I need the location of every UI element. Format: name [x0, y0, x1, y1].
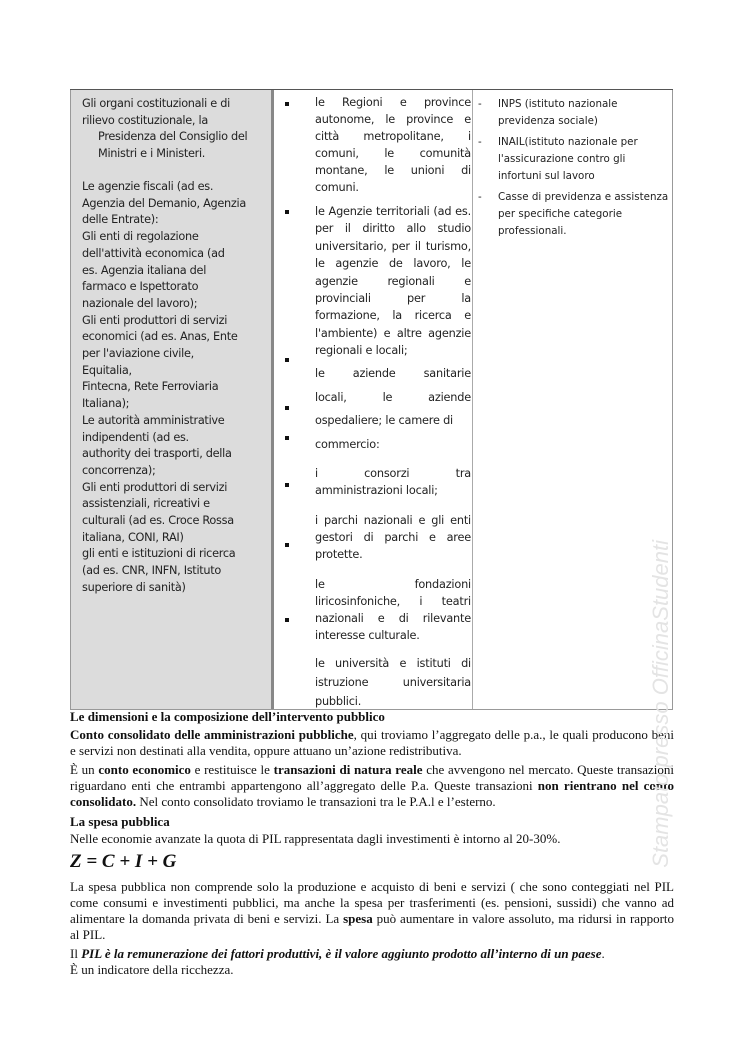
col1-line: dell'attività economica (ad: [82, 246, 225, 260]
col1-line: Gli enti produttori di servizi: [82, 480, 228, 494]
col1-line: (ad es. CNR, INFN, Istituto: [82, 564, 222, 578]
col1-line: culturali (ad es. Croce Rossa: [82, 514, 234, 528]
col2-consorzi: i consorzi tra amministrazioni locali;: [315, 467, 471, 497]
col2-agenzie: le Agenzie territoriali (ad es. per il diritto allo studio universitario, per il turismo, le agenzie de lavoro, le agenzie regionali e provinciali per la formazione, la ricerca e l'ambiente) e altre agenzie regionali e locali;: [315, 205, 471, 358]
col1-line: gli enti e istituzioni di ricerca: [82, 547, 236, 561]
col1-line: delle Entrate):: [82, 213, 159, 227]
bullet-icon: [285, 210, 289, 214]
col3-social-security-entities: [475, 96, 670, 244]
col1-line: assistenziali, ricreativi e: [82, 497, 210, 511]
col1-line: concorrenza);: [82, 463, 156, 477]
col1-line: Le agenzie fiscali (ad es.: [82, 180, 214, 193]
col1-line: Italiana);: [82, 397, 130, 411]
list-item: - INPS (istituto nazionale previdenza sociale): [478, 98, 618, 127]
col1-line: farmaco e Ispettorato: [82, 280, 199, 294]
col1-line: Gli enti di regolazione: [82, 230, 199, 244]
col1-line: Agenzia del Demanio, Agenzia: [82, 196, 247, 210]
bullet-icon: [285, 483, 289, 487]
col1-line: Fintecna, Rete Ferroviaria: [82, 380, 219, 394]
col1-organi: Gli organi costituzionali e di rilievo costituzionale, la Presidenza del Consiglio del Ministri e i Ministeri.: [82, 97, 248, 161]
col1-line: economici (ad es. Anas, Ente: [82, 330, 238, 344]
col1-line: Gli enti produttori di servizi: [82, 313, 228, 327]
col1-line: nazionale del lavoro);: [82, 296, 198, 310]
col1-line: es. Agenzia italiana del: [82, 263, 207, 277]
bullet-icon: [285, 406, 289, 410]
bullet-icon: [285, 436, 289, 440]
col1-line: Le autorità amministrative: [82, 413, 225, 427]
paragraph-conto-economico: È un conto economico e restituisce le transazioni di natura reale che avvengono nel mercato. Queste transazioni riguardano enti che entrambi appartengono all’aggregato delle P.a. Queste transazioni non rientrano nel conto consolidato. Nel conto consolidato troviamo le transazioni tra le P.A.l e l’esterno.: [70, 762, 675, 809]
section-title: La spesa pubblica: [70, 814, 170, 829]
col2-parchi: i parchi nazionali e gli enti gestori di parchi e aree protette.: [315, 514, 471, 561]
section-title: Le dimensioni e la composizione dell’intervento pubblico: [70, 709, 385, 724]
public-administration-table: [70, 89, 673, 710]
col2-universita: le università e istituti di istruzione universitaria pubblici.: [315, 657, 471, 708]
col1-line: authority dei trasporti, della: [82, 447, 232, 461]
paragraph-pil-definition: Il PIL è la remunerazione dei fattori produttivi, è il valore aggiunto prodotto all’interno di un paese.: [70, 946, 605, 961]
list-item: - INAIL(istituto nazionale per l'assicurazione contro gli infortuni sul lavoro: [478, 136, 638, 182]
col1-line: indipendenti (ad es.: [82, 430, 189, 444]
list-item: - Casse di previdenza e assistenza per specifiche categorie professionali.: [478, 191, 669, 237]
paragraph-quota-pil: Nelle economie avanzate la quota di PIL rappresentata dagli investimenti è intorno al 20-30%.: [70, 831, 561, 846]
bullet-icon: [285, 618, 289, 622]
formula: Z = C + I + G: [70, 851, 177, 872]
paragraph-conto-consolidato: Conto consolidato delle amministrazioni pubbliche, qui troviamo l’aggregato delle p.a., le quali producono beni e servizi non destinati alla vendita, oppure attuano un’azione redistributiva.: [70, 727, 674, 758]
watermark: Stampato presso OfficinaStudenti: [648, 540, 673, 868]
col1-line: per l'aviazione civile,: [82, 347, 194, 361]
col2-regioni: le Regioni e province autonome, le province e città metropolitane, i comuni, le comunità montane, le unioni di comuni.: [315, 96, 471, 194]
col1-line: Equitalia,: [82, 363, 132, 377]
column-divider: [472, 90, 473, 709]
paragraph-indicator: È un indicatore della ricchezza.: [70, 962, 234, 977]
col1-line: superiore di sanità): [82, 580, 186, 594]
col2-fondazioni: le fondazioni liricosinfoniche, i teatri nazionali e di rilevante interesse culturale.: [315, 578, 471, 642]
paragraph-spesa: La spesa pubblica non comprende solo la produzione e acquisto di beni e servizi ( che sono conteggiati nel PIL come consumi e investimenti pubblici, ma anche la spesa per trasferimenti (es. pensioni, sussidi) che vanno ad alimentare la domanda privata di beni e servizi. La spesa può aumentare in valore assoluto, ma ridursi in rapporto al PIL.: [70, 879, 675, 942]
col2-aziende: le aziende sanitarie locali, le aziende ospedaliere; le camere di commercio:: [315, 367, 471, 452]
bullet-icon: [285, 358, 289, 362]
bullet-icon: [285, 102, 289, 106]
bullet-icon: [285, 543, 289, 547]
col1-entities-list: [82, 179, 272, 597]
col1-line: italiana, CONI, RAI): [82, 530, 184, 544]
